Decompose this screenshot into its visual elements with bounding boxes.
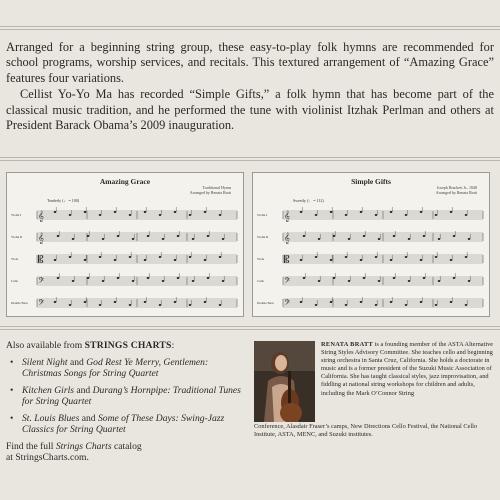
note-head [438, 280, 441, 282]
note-head [300, 259, 303, 261]
clef-icon: 𝄢 [284, 299, 291, 310]
note-head [144, 259, 147, 261]
note-head [204, 211, 207, 213]
instrument-label: Cello [257, 279, 265, 283]
author-name: RENATA BRATT [321, 341, 374, 348]
also-lead-end: : [171, 340, 175, 351]
note-head [222, 280, 225, 282]
note-head [99, 214, 102, 216]
conjunction: and [79, 412, 98, 424]
note-head [57, 235, 60, 237]
also-lead: Also available from [6, 340, 85, 351]
note-head [219, 304, 222, 306]
note-head [450, 259, 453, 261]
catalog-pre: Find the full [6, 440, 56, 452]
composer-credit: Joseph Brackett Jr., 1848 [436, 185, 477, 190]
note-head [303, 235, 306, 237]
note-head [177, 277, 180, 279]
note-head [84, 301, 87, 303]
note-head [408, 238, 411, 240]
note-head [420, 211, 423, 213]
note-head [54, 301, 57, 303]
note-head [468, 280, 471, 282]
note-head [450, 301, 453, 303]
note-head [333, 235, 336, 237]
note-head [204, 301, 207, 303]
note-head [360, 211, 363, 213]
note-head [420, 301, 423, 303]
instrument-label: Violin I [257, 213, 268, 217]
clef-icon: 𝄢 [284, 277, 291, 288]
composer-credit: Traditional Hymn [202, 185, 231, 190]
instrument-label: Violin II [11, 235, 23, 239]
catalog-note [6, 441, 246, 464]
note-head [363, 277, 366, 279]
title-a: St. Louis Blues [22, 412, 80, 424]
tempo-marking: Sweetly (♩ = 112) [293, 198, 324, 203]
note-head [333, 277, 336, 279]
note-head [132, 238, 135, 240]
note-head [450, 211, 453, 213]
author-bio-continued: Conference, Alasdair Fraser’s camps, New Directions Cello Festival, the National Cello Institute, ASTA, MENC, and Suzuki institutes. [254, 423, 478, 439]
note-head [114, 301, 117, 303]
note-head [84, 211, 87, 213]
note-head [192, 238, 195, 240]
note-head [345, 256, 348, 258]
note-head [69, 214, 72, 216]
product-list [6, 357, 246, 436]
author-bio [321, 341, 499, 398]
note-head [162, 280, 165, 282]
note-head [378, 238, 381, 240]
note-head [204, 259, 207, 261]
note-head [207, 235, 210, 237]
note-head [99, 256, 102, 258]
score-title: Amazing Grace [99, 177, 151, 186]
title-b: Durang’s Hornpipe: Traditional Tunes for String Quartet [22, 384, 241, 407]
note-head [468, 238, 471, 240]
note-head [390, 301, 393, 303]
note-head [315, 304, 318, 306]
instrument-label: Double Bass [257, 301, 274, 305]
title-a: Silent Night [22, 356, 68, 368]
note-head [405, 214, 408, 216]
note-head [162, 238, 165, 240]
score-composer [436, 185, 477, 195]
note-head [114, 259, 117, 261]
note-head [315, 256, 318, 258]
note-head [102, 238, 105, 240]
note-head [159, 304, 162, 306]
note-head [72, 238, 75, 240]
note-head [87, 235, 90, 237]
clef-icon: 𝄢 [38, 277, 45, 288]
intro-text [6, 40, 494, 133]
note-head [147, 277, 150, 279]
note-head [144, 301, 147, 303]
note-head [192, 280, 195, 282]
note-head [360, 301, 363, 303]
note-head [159, 214, 162, 216]
catalog-post: catalog [111, 440, 142, 452]
note-head [318, 238, 321, 240]
note-head [72, 280, 75, 282]
top-divider [0, 26, 500, 30]
instrument-label: Cello [11, 279, 19, 283]
note-head [177, 235, 180, 237]
note-head [318, 280, 321, 282]
note-head [390, 259, 393, 261]
note-head [84, 259, 87, 261]
instrument-label: Viola [257, 257, 265, 261]
score-amazing-grace [6, 172, 244, 317]
note-head [129, 256, 132, 258]
note-head [423, 235, 426, 237]
clef-icon: 𝄞 [284, 211, 290, 222]
title-b: God Rest Ye Merry, Gentlemen: Christmas Songs for String Quartet [22, 356, 209, 379]
note-head [117, 277, 120, 279]
also-available [6, 340, 246, 464]
note-head [219, 214, 222, 216]
note-head [405, 304, 408, 306]
note-head [222, 238, 225, 240]
note-head [189, 304, 192, 306]
note-head [303, 277, 306, 279]
note-head [117, 235, 120, 237]
note-head [54, 211, 57, 213]
note-head [54, 259, 57, 261]
note-head [300, 211, 303, 213]
catalog-url: at StringsCharts.com. [6, 452, 89, 463]
clef-icon: 𝄞 [284, 233, 290, 244]
brand-name: STRINGS CHARTS [84, 340, 172, 351]
note-head [405, 256, 408, 258]
note-head [435, 214, 438, 216]
note-head [345, 214, 348, 216]
note-head [144, 211, 147, 213]
note-head [345, 304, 348, 306]
also-heading [6, 340, 246, 352]
note-head [102, 280, 105, 282]
arranger-credit: Arranged by Renata Bratt [189, 190, 231, 195]
note-head [423, 277, 426, 279]
note-head [189, 214, 192, 216]
note-head [348, 238, 351, 240]
note-head [465, 304, 468, 306]
note-head [87, 277, 90, 279]
note-head [393, 235, 396, 237]
clef-icon: 𝄞 [38, 233, 44, 244]
note-head [129, 304, 132, 306]
note-head [375, 256, 378, 258]
instrument-label: Viola [11, 257, 19, 261]
note-head [435, 256, 438, 258]
note-head [378, 280, 381, 282]
note-head [99, 304, 102, 306]
note-head [315, 214, 318, 216]
note-head [375, 304, 378, 306]
list-item [6, 413, 246, 436]
note-head [420, 259, 423, 261]
clef-icon: 𝄡 [284, 255, 290, 266]
section-divider [0, 326, 500, 330]
score-staves [7, 203, 244, 317]
note-head [69, 256, 72, 258]
tempo-marking: Tenderly (♩ = 100) [47, 198, 80, 203]
note-head [408, 280, 411, 282]
section-divider [0, 157, 500, 161]
instrument-label: Violin II [257, 235, 269, 239]
list-item [6, 357, 246, 380]
note-head [330, 301, 333, 303]
list-item [6, 385, 246, 408]
note-head [174, 301, 177, 303]
intro-paragraph-1: Arranged for a beginning string group, these easy-to-play folk hymns are recommended for school programs, worship services, and recitals. This textured arrangement of “Amazing Grace” features four variations. [6, 40, 494, 85]
note-head [348, 280, 351, 282]
author-photo [254, 341, 315, 422]
title-a: Kitchen Girls [22, 384, 74, 396]
note-head [174, 211, 177, 213]
bio-text: is a founding member of the ASTA Alternative String Styles Advisory Committee. She teaches cello and beginning string orchestra in Santa Cruz, California. She holds a doctorate in music and is a former president of the Suzuki Music Association of California. She has taught classical styles, jazz improvisation, and fiddling at national string workshops for children and adults, including the Mark O’Connor String [321, 341, 494, 397]
note-head [390, 211, 393, 213]
note-head [435, 304, 438, 306]
conjunction: and [67, 356, 87, 368]
note-head [57, 277, 60, 279]
arranger-credit: Arranged by Renata Bratt [435, 190, 477, 195]
note-head [438, 238, 441, 240]
note-head [129, 214, 132, 216]
note-head [189, 256, 192, 258]
note-head [375, 214, 378, 216]
note-head [360, 259, 363, 261]
title-b: Some of These Days: Swing-Jazz Classics for String Quartet [22, 412, 225, 435]
instrument-label: Violin I [11, 213, 22, 217]
note-head [465, 256, 468, 258]
note-head [114, 211, 117, 213]
score-simple-gifts [252, 172, 490, 317]
conjunction: and [73, 384, 93, 396]
clef-icon: 𝄢 [38, 299, 45, 310]
note-head [147, 235, 150, 237]
note-head [69, 304, 72, 306]
note-head [207, 277, 210, 279]
instrument-label: Double Bass [11, 301, 28, 305]
clef-icon: 𝄡 [38, 255, 44, 266]
clef-icon: 𝄞 [38, 211, 44, 222]
note-head [453, 235, 456, 237]
note-head [330, 259, 333, 261]
score-title: Simple Gifts [351, 177, 391, 186]
note-head [219, 256, 222, 258]
note-head [132, 280, 135, 282]
note-head [393, 277, 396, 279]
note-head [330, 211, 333, 213]
score-staves [253, 203, 490, 317]
catalog-brand: Strings Charts [55, 440, 112, 452]
note-head [363, 235, 366, 237]
note-head [453, 277, 456, 279]
note-head [174, 259, 177, 261]
note-head [159, 256, 162, 258]
note-head [300, 301, 303, 303]
score-composer [190, 185, 231, 195]
note-head [465, 214, 468, 216]
intro-paragraph-2: Cellist Yo-Yo Ma has recorded “Simple Gifts,” a folk hymn that has become part of the classical music tradition, and he performed the tune with violinist Itzhak Perlman and others at President Barack Obama’s 2009 inauguration. [6, 87, 494, 133]
